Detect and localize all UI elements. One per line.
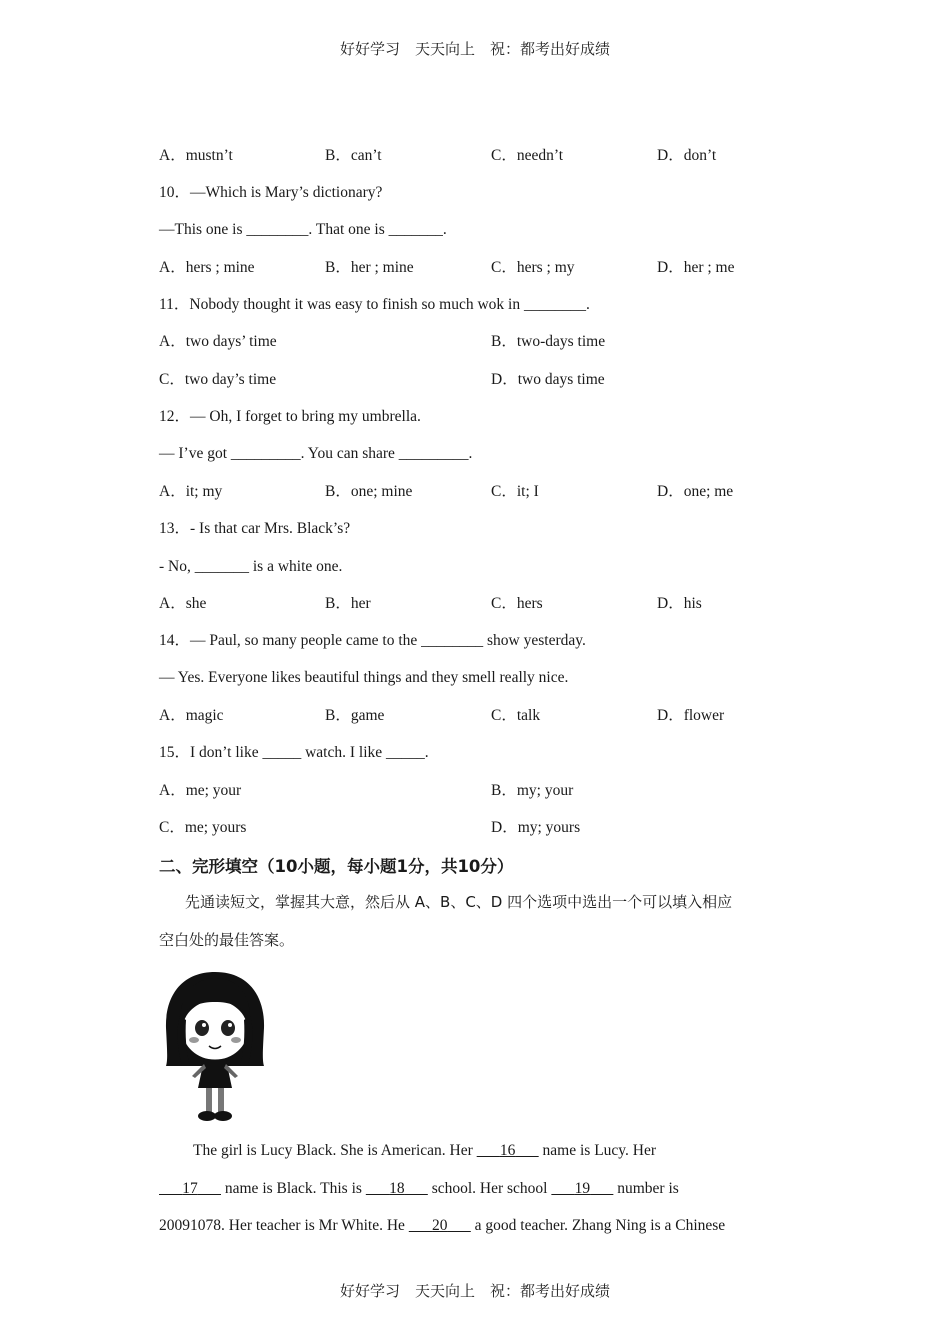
blank-16[interactable]	[477, 1142, 539, 1159]
q14-line2: — Yes. Everyone likes beautiful things and they smell really nice.	[159, 669, 569, 686]
q13-option-a: A．she	[159, 595, 207, 612]
q10-option-d: D．her ; me	[657, 259, 735, 276]
q9-option-b: B．can’t	[325, 147, 382, 164]
blank-20[interactable]	[409, 1217, 471, 1234]
page-footer: 好好学习 天天向上 祝：都考出好成绩	[339, 1282, 610, 1300]
q15-stem: 15．I don’t like _____ watch. I like _____.	[159, 744, 429, 761]
q11-option-d: D．two days time	[491, 371, 605, 388]
section-title: 二、完形填空（10小题，每小题1分，共10分）	[159, 857, 514, 876]
q9-option-c: C．needn’t	[491, 147, 564, 164]
q15-option-c: C．me; yours	[159, 819, 247, 836]
page-header: 好好学习 天天向上 祝：都考出好成绩	[339, 40, 610, 58]
blank-19[interactable]	[551, 1180, 613, 1197]
blank-18[interactable]	[366, 1180, 428, 1197]
q11-option-b: B．two-days time	[491, 333, 606, 350]
blank-17-number: 17	[182, 1180, 198, 1197]
q14-option-b: B．game	[325, 707, 385, 724]
girl-illustration	[160, 968, 270, 1128]
blank-18-number: 18	[389, 1180, 405, 1197]
passage-text: number is	[613, 1180, 679, 1197]
blank-19-number: 19	[574, 1180, 591, 1197]
passage-text: The girl is Lucy Black. She is American. Her	[193, 1142, 477, 1159]
q10-option-a: A．hers ; mine	[159, 259, 255, 276]
q9-option-d: D．don’t	[657, 147, 717, 164]
passage-line1	[193, 1141, 656, 1161]
blank-16-number: 16	[499, 1142, 516, 1159]
q14-option-c: C．talk	[491, 707, 541, 724]
passage-text: a good teacher. Zhang Ning is a Chinese	[470, 1217, 726, 1234]
q10-option-c: C．hers ; my	[491, 259, 575, 276]
q10-line2: —This one is ________. That one is _______.	[159, 221, 447, 238]
passage-text: name is Black. This is	[221, 1180, 366, 1197]
q13-option-c: C．hers	[491, 595, 543, 612]
q9-option-a: A．mustn’t	[159, 147, 233, 164]
q11-stem: 11．Nobody thought it was easy to finish so much wok in ________.	[159, 296, 590, 313]
q14-option-a: A．magic	[159, 707, 224, 724]
q13-option-d: D．his	[657, 595, 702, 612]
q12-option-b: B．one; mine	[325, 483, 413, 500]
blank-20-number: 20	[432, 1217, 448, 1234]
q10-stem: 10．—Which is Mary’s dictionary?	[159, 184, 383, 201]
q12-option-a: A．it; my	[159, 483, 223, 500]
passage-text: 20091078. Her teacher is Mr White. He	[159, 1217, 409, 1234]
q15-option-b: B．my; your	[491, 782, 574, 799]
q15-option-d: D．my; yours	[491, 819, 581, 836]
q11-option-a: A．two days’ time	[159, 333, 277, 350]
blank-17[interactable]	[159, 1180, 221, 1197]
passage-line3	[159, 1216, 725, 1236]
q14-stem: 14．— Paul, so many people came to the ________ show yesterday.	[159, 632, 586, 649]
q11-option-c: C．two day’s time	[159, 371, 277, 388]
q10-option-b: B．her ; mine	[325, 259, 414, 276]
q15-option-a: A．me; your	[159, 782, 242, 799]
q12-option-c: C．it; I	[491, 483, 539, 500]
q13-line2: - No, _______ is a white one.	[159, 558, 343, 575]
passage-text: school. Her school	[427, 1180, 552, 1197]
passage-text: name is Lucy. Her	[538, 1142, 657, 1159]
section-instruction-line1: 先通读短文，掌握其大意，然后从 A、B、C、D 四个选项中选出一个可以填入相应	[185, 893, 733, 911]
q13-stem: 13．- Is that car Mrs. Black’s?	[159, 520, 351, 537]
q12-stem: 12．— Oh, I forget to bring my umbrella.	[159, 408, 421, 425]
section-instruction-line2: 空白处的最佳答案。	[159, 931, 295, 949]
q14-option-d: D．flower	[657, 707, 725, 724]
q13-option-b: B．her	[325, 595, 371, 612]
q12-line2: — I’ve got _________. You can share _________.	[159, 445, 473, 462]
passage-line2	[159, 1179, 679, 1199]
q12-option-d: D．one; me	[657, 483, 734, 500]
